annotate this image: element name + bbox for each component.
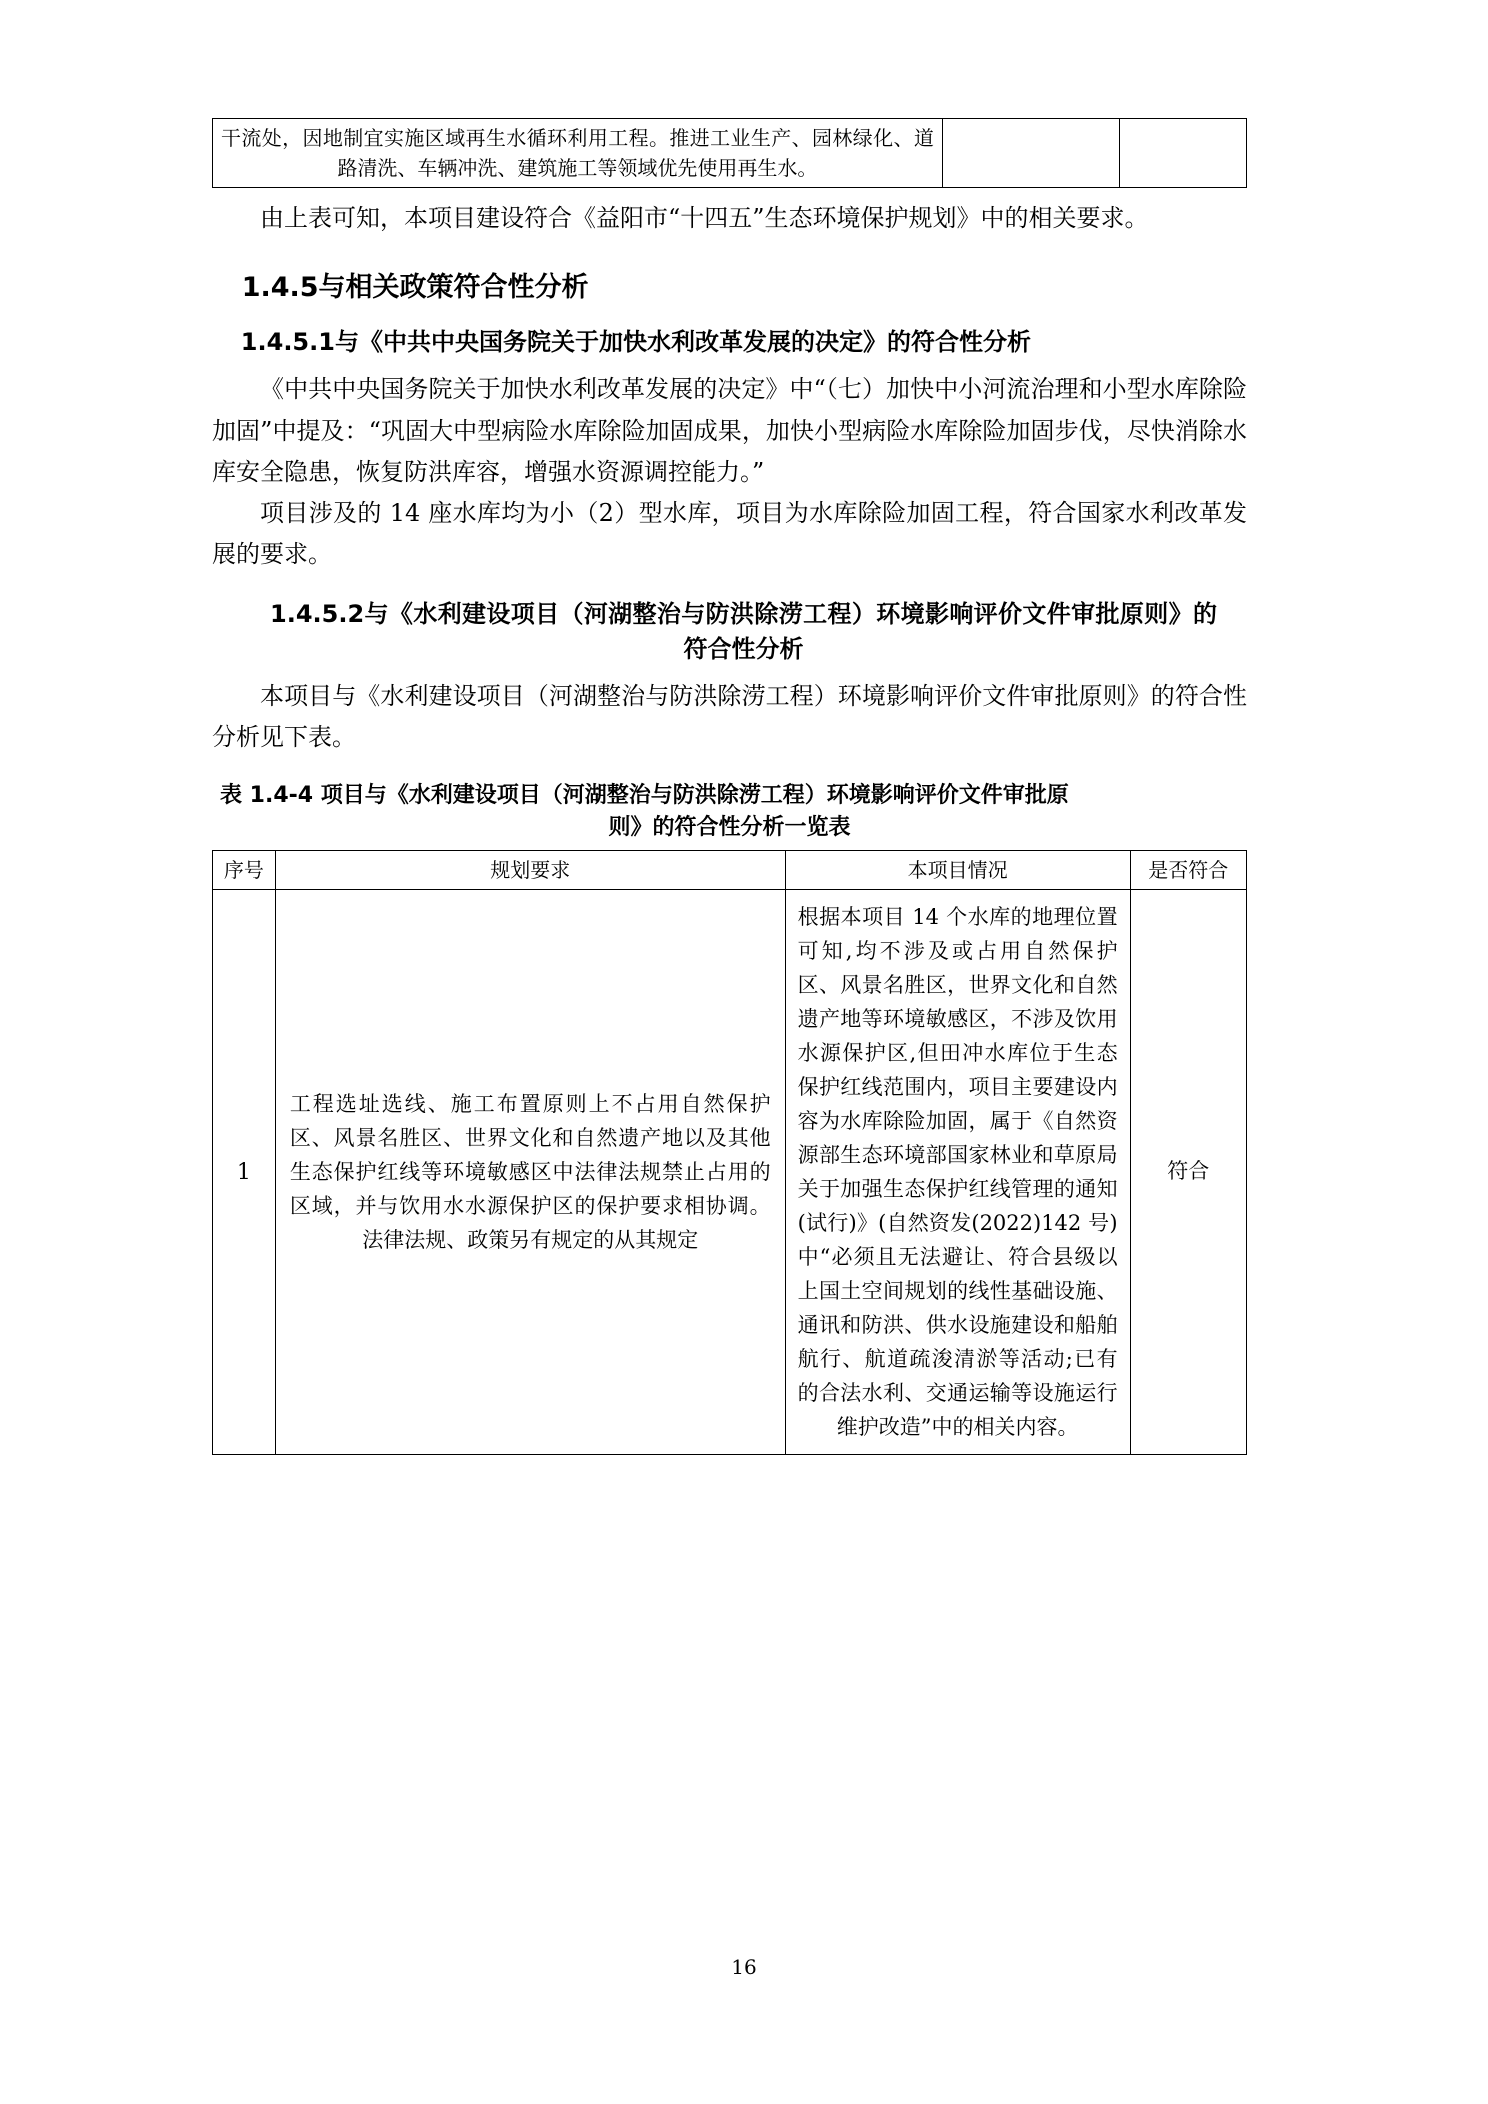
table-caption-line1: 表 1.4-4 项目与《水利建设项目（河湖整治与防洪除涝工程）环境影响评价文件审批原 (220, 783, 1069, 809)
cell-requirement: 工程选址选线、施工布置原则上不占用自然保护区、风景名胜区、世界文化和自然遗产地以及其他生态保护红线等环境敏感区中法律法规禁止占用的区域，并与饮用水水源保护区的保护要求相协调。法律法规、政策另有规定的从其规定 (275, 889, 785, 1454)
column-header-requirement: 规划要求 (275, 850, 785, 889)
table-header-row (213, 850, 1247, 889)
section-heading-1-4-5: 1.4.5与相关政策符合性分析 (241, 272, 589, 304)
continued-table-cell-middle (942, 119, 1119, 188)
page-number: 16 (731, 1955, 757, 1979)
compliance-analysis-table (212, 850, 1247, 1455)
continued-table-cell-right (1120, 119, 1247, 188)
column-header-situation: 本项目情况 (785, 850, 1130, 889)
paragraph-conclusion: 由上表可知，本项目建设符合《益阳市“十四五”生态环境保护规划》中的相关要求。 (260, 204, 1149, 232)
cell-compliant: 符合 (1130, 889, 1246, 1454)
column-header-compliant: 是否符合 (1130, 850, 1246, 889)
subsection-heading-1-4-5-1: 1.4.5.1与《中共中央国务院关于加快水利改革发展的决定》的符合性分析 (240, 328, 1031, 357)
table-caption-line2: 则》的符合性分析一览表 (608, 815, 851, 841)
column-header-number: 序号 (213, 850, 276, 889)
subsection-heading-1-4-5-2: 1.4.5.2与《水利建设项目（河湖整治与防洪除涝工程）环境影响评价文件审批原则》的符合性分析 (270, 599, 1217, 663)
cell-situation: 根据本项目 14 个水库的地理位置可知,均不涉及或占用自然保护区、风景名胜区，世界文化和自然遗产地等环境敏感区，不涉及饮用水源保护区,但田冲水库位于生态保护红线范围内，项目主要建设内容为水库除险加固，属于《自然资源部生态环境部国家林业和草原局关于加强生态保护红线管理的通知(试行)》(自然资发(2022)142 号)中“必须且无法避让、符合县级以上国土空间规划的线性基础设施、通讯和防洪、供水设施建设和船舶航行、航道疏浚清淤等活动;已有的合法水利、交通运输等设施运行维护改造”中的相关内容。 (785, 889, 1130, 1454)
continued-table-cell-text: 干流处，因地制宜实施区域再生水循环利用工程。推进工业生产、园林绿化、道路清洗、车辆冲洗、建筑施工等领域优先使用再生水。 (213, 119, 943, 188)
paragraph-project-reservoirs: 项目涉及的 14 座水库均为小（2）型水库，项目为水库除险加固工程，符合国家水利改革发展的要求。 (212, 499, 1247, 569)
continued-table (212, 118, 1247, 188)
paragraph-table-intro: 本项目与《水利建设项目（河湖整治与防洪除涝工程）环境影响评价文件审批原则》的符合性分析见下表。 (212, 681, 1247, 751)
cell-row-number: 1 (213, 889, 276, 1454)
table-caption (212, 780, 1247, 844)
table-row (213, 889, 1247, 1454)
page-content (212, 118, 1247, 1455)
table-row (213, 119, 1247, 188)
paragraph-decision-quote: 《中共中央国务院关于加快水利改革发展的决定》中“（七）加快中小河流治理和小型水库除险加固”中提及：“巩固大中型病险水库除险加固成果，加快小型病险水库除险加固步伐，尽快消除水库安全隐患，恢复防洪库容，增强水资源调控能力。” (212, 375, 1247, 486)
